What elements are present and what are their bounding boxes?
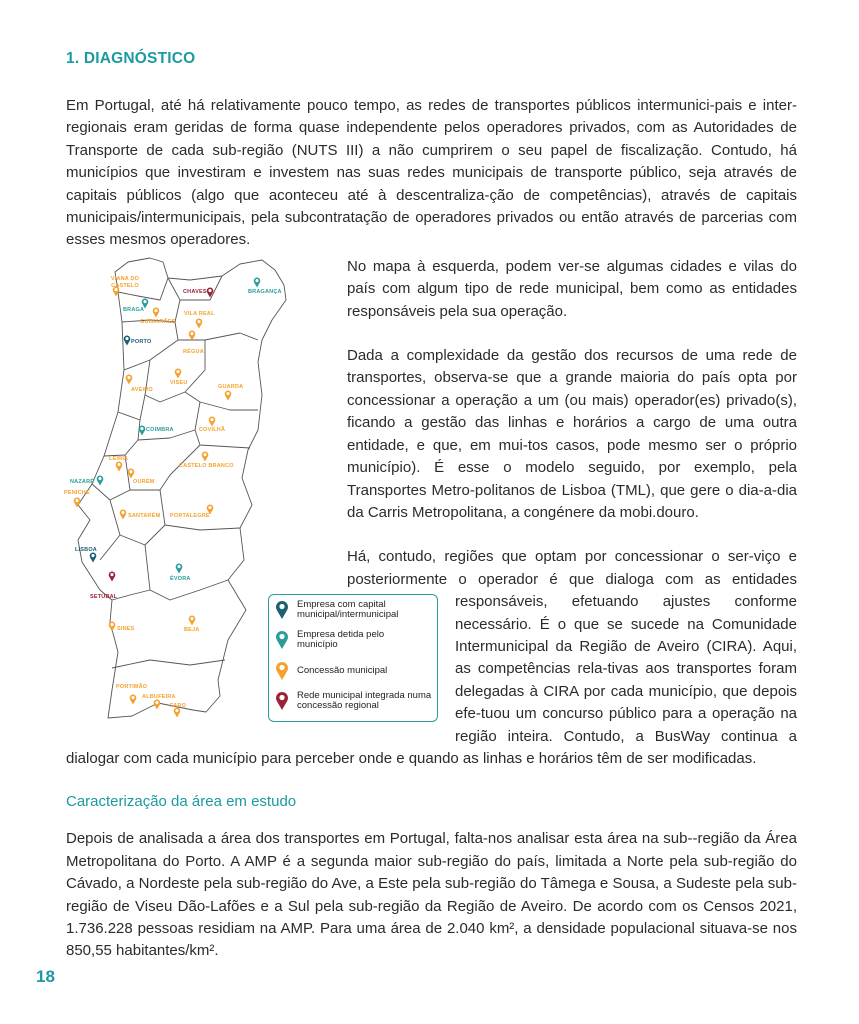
map-city-label: VIANA DO CASTELO [110,275,140,289]
map-city-label: AVEIRO [131,386,153,393]
paragraph-intro: Em Portugal, até há relativamente pouco tempo, as redes de transportes públicos intermunici-pais e inter-regionais eram geridas de forma quase independente pelos operadores privados, com as Autoridades de Transporte de cada sub-região (NUTS III) a não cumprirem o seu papel de fiscalização. Contudo, há municípios que investiram e investem nas suas redes municipais de transporte público, seja através de capitais públicos (algo que aconteceu até à descentraliza-ção de competências), através de capitais municipais/intermunicipais, pela subcontratação de operadores privados ou então através de parcerias com esses mesmos operadores. [66,97,797,249]
map-pin-icon [138,425,146,436]
pin-icon [275,661,289,681]
map-pin-icon [174,368,182,379]
map-city-label: RÉGUA [183,348,204,355]
map-city-label: PORTALEGRE [170,512,210,519]
legend-item-capital: Empresa com capital municipal/intermunicipal [275,600,427,620]
map-city-label: ÉVORA [170,575,191,582]
map-city-label: BEJA [184,626,200,633]
map-city-label: COIMBRA [146,426,174,433]
map-pin-icon [188,330,196,341]
map-pin-icon [208,416,216,427]
paragraph-study-area: Depois de analisada a área dos transportes em Portugal, falta-nos analisar esta área na sub--região da Área Metropolitana do Porto. A AMP é a segunda maior sub-região do país, limitada a Norte pela sub-região do Cávado, a Nordeste pela sub-região do Ave, a Este pela sub-região do Tâmega e Sousa, a Sudeste pela sub-região de Viseu Dão-Lafões e a Sul pela sub-região da Região de Aveiro. De acordo com os Censos 2021, 1.736.228 pessoas residiam na AMP. Para uma área de 2.040 km², a densidade populacional situava-se nos 850,55 habitantes/km². [66,830,797,960]
map-city-label: NAZARÉ [70,478,95,485]
map-city-label: ALBUFEIRA [142,693,176,700]
subheading: Caracterização da área em estudo [66,793,297,811]
map-city-label: BRAGA [123,306,145,313]
map-pin-icon [253,277,261,288]
map-pin-icon [195,318,203,329]
legend-area [66,594,455,734]
legend-item-concessao: Concessão municipal [275,661,387,681]
map-pin-icon [127,468,135,479]
map-city-label: PORTO [131,338,152,345]
legend-item-detida: Empresa detida pelo município [275,630,387,650]
page-number: 18 [36,967,55,986]
paragraph-regions-b: entidades responsáveis, efetuando ajustes conforme necessário. É o que se sucede na Comunidade Intermunicipal da Região de Aveiro (CIRA). Aqui, as competências rela-tivas aos transportes foram delegadas à CIRA por cada município, que depois efe-tuou um concurso público para a operação [455,570,797,723]
pin-icon [275,600,289,620]
map-pin-icon [224,390,232,401]
map-pin-icon [123,335,131,346]
paragraph-complexity: Dada a complexidade da gestão dos recursos de uma rede de transportes, observa-se que a grande maioria do país opta por concessionar a operação a um (ou mais) operador(es) privado(s), ficando a gestão das linhas e horários a cargo de uma outra entidade, e que, em mui-tos casos, pode mesmo ser o próprio município). É esse o modelo seguido, por exemplo, pela Transportes Metro-politanos de Lisboa (TML), que gere o dia-a-dia da Carris Metropolitana, a congénere da mobi.douro. [347,347,797,521]
map-pin-icon [152,307,160,318]
map-city-label: PENICHE [64,489,90,496]
map-city-label: GUIMARÃES [140,318,176,325]
map-city-label: SINES [117,625,135,632]
paragraph-regions-c: na região inteira. Contudo, a BusWay continua a dialogar com cada município para perceber onde e quando as linhas e horários têm de ser modificadas. [66,705,797,767]
map-pin-icon [201,451,209,462]
map-city-label: SANTARÉM [128,512,161,519]
map-city-label: SETÚBAL [90,593,118,600]
map-legend [268,594,438,722]
map-city-label: VILA REAL [184,310,215,317]
map-city-label: COVILHÃ [199,426,226,433]
map-pin-icon [119,509,127,520]
map-city-label: PORTIMÃO [116,683,148,690]
pin-icon [275,691,289,711]
section-heading: 1. DIAGNÓSTICO [66,50,196,67]
map-pin-icon [73,497,81,508]
map-city-label: VISEU [170,379,188,386]
map-pin-icon [125,374,133,385]
map-pin-icon [108,571,116,582]
map-city-label: CHAVES [183,288,207,295]
paragraph-regions-a: Há, contudo, regiões que optam por concessionar o ser-viço e posteriormente o operador é que dialoga com as [347,548,797,588]
legend-item-regional: Rede municipal integrada numa concessão regional [275,691,432,711]
map-pin-icon [96,475,104,486]
map-city-label: LEIRIA [109,455,129,462]
map-city-label: BRAGANÇA [248,288,282,295]
map-pin-icon [175,563,183,574]
map-pin-icon [206,287,214,298]
paragraph-map-intro: No mapa à esquerda, podem ver-se algumas cidades e vilas do país com algum tipo de rede municipal, bem como as entidades responsáveis pela sua operação. [347,257,797,320]
pin-icon [275,630,289,650]
map-city-label: OURÉM [133,478,155,485]
map-city-label: GUARDA [218,383,244,390]
map-city-label: FARO [170,702,187,709]
map-city-label: CASTELO BRANCO [179,462,234,469]
text-column [66,95,797,985]
map-city-label: LISBOA [75,546,97,553]
